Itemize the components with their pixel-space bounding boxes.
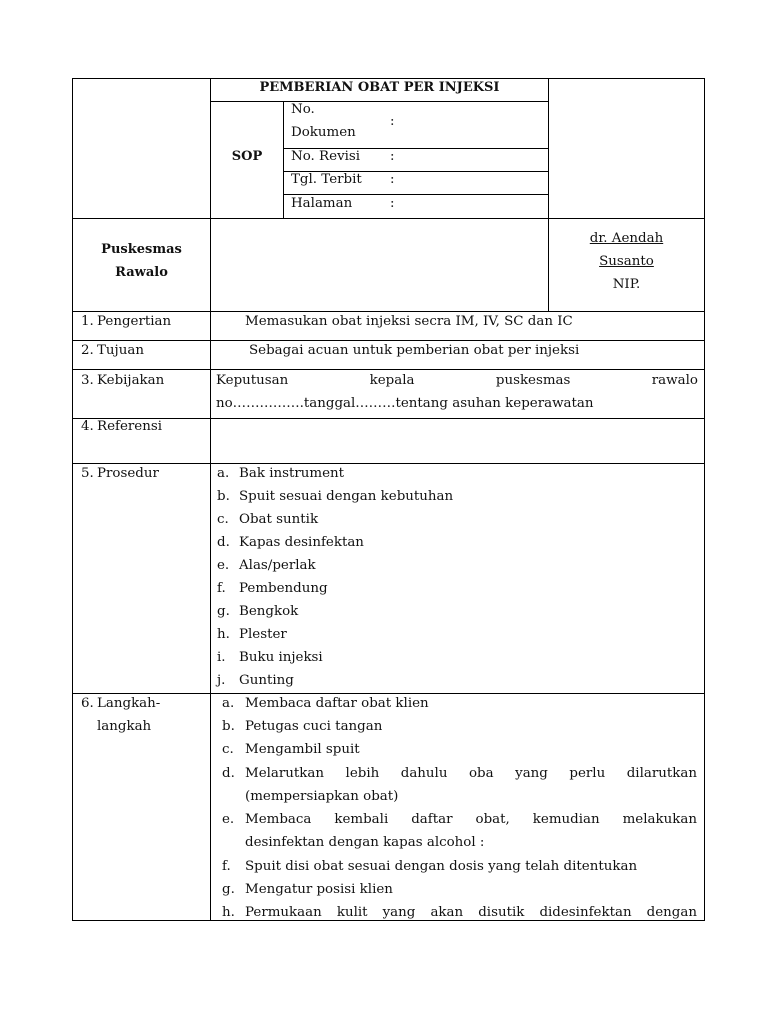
langkah-word: oba [468,766,494,781]
row-label-pengertian: Pengertian [97,314,172,329]
prosedur-item: Gunting [239,673,294,688]
tujuan-text: Sebagai acuan untuk pemberian obat per injeksi [249,343,580,358]
list-letter: b. [217,489,230,504]
field-value: : [390,149,395,164]
langkah-item-continuation: (mempersiapkan obat) [245,789,399,804]
signatory-name: Susanto [599,254,654,269]
list-letter: a. [217,466,230,481]
langkah-item-line [245,901,697,924]
langkah-word: didesinfektan [539,905,632,920]
row-label-kebijakan: Kebijakan [97,373,165,388]
list-letter: e. [222,812,235,827]
list-letter: j. [217,673,226,688]
row-label-prosedur: Prosedur [97,466,159,481]
prosedur-item: Buku injeksi [239,650,323,665]
header-logo-cell [72,78,211,219]
list-letter: h. [217,627,230,642]
field-label-halaman: Halaman [291,196,353,211]
row-content-cell [210,418,705,464]
list-letter: g. [217,604,230,619]
langkah-item: Mengatur posisi klien [245,882,393,897]
header-right-cell [548,78,705,219]
langkah-word: akan [430,905,464,920]
langkah-word: dilarutkan [626,766,697,781]
langkah-word: kulit [336,905,368,920]
prosedur-item: Plester [239,627,287,642]
field-value: : [390,172,395,187]
list-letter: f. [222,859,231,874]
org-name: Rawalo [115,265,168,280]
kebijakan-word: Keputusan [216,373,289,388]
field-value: : [390,114,395,129]
field-label-tgl-terbit: Tgl. Terbit [291,172,362,187]
langkah-word: Permukaan [245,905,322,920]
langkah-word: yang [382,905,416,920]
row-label-cell [72,463,211,694]
doc-title: PEMBERIAN OBAT PER INJEKSI [259,80,500,95]
langkah-word: Membaca [245,812,312,827]
prosedur-item: Spuit sesuai dengan kebutuhan [239,489,454,504]
blank-cell [210,218,549,312]
list-letter: d. [217,535,230,550]
field-label-no-revisi: No. Revisi [291,149,361,164]
langkah-word: yang [515,766,548,781]
sop-label: SOP [231,149,263,164]
pengertian-text: Memasukan obat injeksi secra IM, IV, SC dan IC [245,314,573,329]
langkah-item-line [245,808,697,831]
list-letter: b. [222,719,235,734]
langkah-item-continuation: desinfektan dengan kapas alcohol : [245,835,485,850]
kebijakan-word: kepala [369,373,415,388]
prosedur-item: Kapas desinfektan [239,535,364,550]
kebijakan-line-2: no…………….tanggal………tentang asuhan keperawatan [216,396,594,411]
row-label-referensi: Referensi [97,419,162,434]
langkah-item-line [245,762,697,785]
langkah-word: daftar [411,812,453,827]
list-letter: c. [217,512,229,527]
row-number: 5. [81,466,94,481]
kebijakan-word: puskesmas [495,373,571,388]
langkah-word: obat, [475,812,510,827]
row-label-tujuan: Tujuan [97,343,144,358]
langkah-item: Membaca daftar obat klien [245,696,429,711]
prosedur-item: Obat suntik [239,512,319,527]
signatory-nip: NIP. [612,277,641,292]
list-letter: g. [222,882,235,897]
list-letter: d. [222,766,235,781]
row-number: 4. [81,419,94,434]
langkah-word: perlu [569,766,606,781]
list-letter: c. [222,742,234,757]
langkah-word: kembali [334,812,389,827]
langkah-item: Mengambil spuit [245,742,360,757]
org-name: Puskesmas [101,242,182,257]
field-label-no-dokumen: Dokumen [291,125,356,140]
langkah-word: dengan [646,905,697,920]
langkah-item: Petugas cuci tangan [245,719,383,734]
list-letter: h. [222,905,235,920]
row-label-langkah: Langkah- [97,696,161,711]
row-number: 2. [81,343,94,358]
prosedur-item: Bak instrument [239,466,345,481]
prosedur-item: Bengkok [239,604,299,619]
row-number: 3. [81,373,94,388]
langkah-word: melakukan [622,812,697,827]
kebijakan-line-1 [216,369,698,392]
kebijakan-word: rawalo [651,373,698,388]
prosedur-item: Pembendung [239,581,328,596]
row-number: 1. [81,314,94,329]
langkah-word: dahulu [400,766,448,781]
langkah-word: disutik [478,905,525,920]
langkah-word: Melarutkan [245,766,325,781]
langkah-word: lebih [345,766,380,781]
list-letter: f. [217,581,226,596]
langkah-word: kemudian [532,812,600,827]
signatory-name: dr. Aendah [589,231,664,246]
list-letter: i. [217,650,226,665]
list-letter: a. [222,696,235,711]
field-label-no-dokumen: No. [291,102,315,117]
langkah-item: Spuit disi obat sesuai dengan dosis yang telah ditentukan [245,859,638,874]
row-number: 6. [81,696,94,711]
row-label-langkah: langkah [97,719,152,734]
field-value: : [390,196,395,211]
prosedur-item: Alas/perlak [239,558,316,573]
list-letter: e. [217,558,230,573]
